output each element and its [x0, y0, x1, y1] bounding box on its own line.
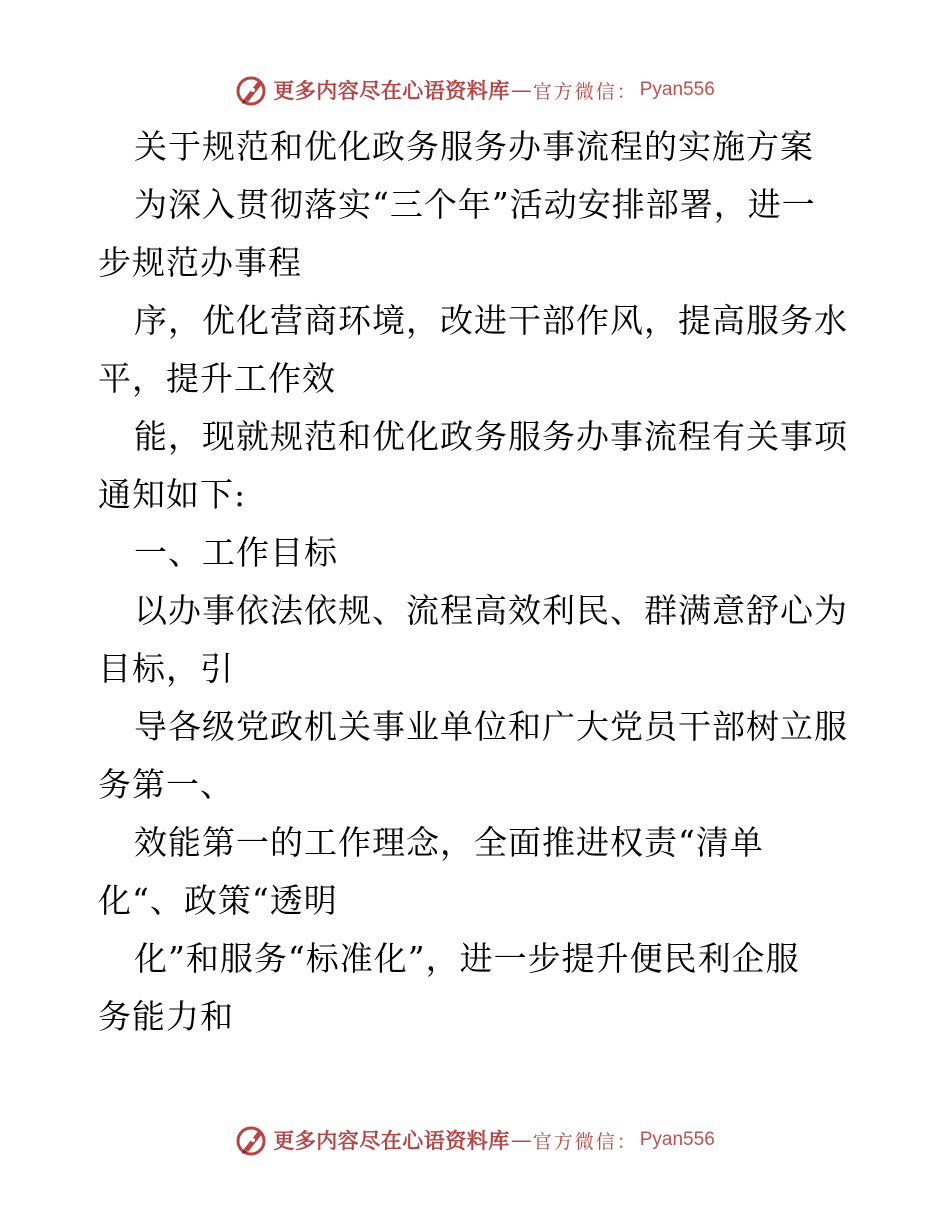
paragraph-line: 序，优化营商环境，改进干部作风，提高服务水	[134, 301, 848, 340]
footer-wechat-id: Pyan556	[639, 1129, 715, 1150]
pen-logo-icon	[235, 1123, 269, 1157]
header-banner	[0, 70, 950, 110]
header-official-label: 官方微信：	[532, 80, 638, 103]
paragraph-line: 化“、政策“透明	[98, 881, 338, 920]
section-heading: 一、工作目标	[134, 533, 338, 572]
paragraph-line: 导各级党政机关事业单位和广大党员干部树立服	[134, 707, 848, 746]
paragraph-line: 务能力和	[98, 997, 234, 1036]
footer-official-label: 官方微信：	[532, 1130, 638, 1153]
header-wechat-id: Pyan556	[639, 79, 715, 100]
header-brand-text: 更多内容尽在心语资料库	[273, 78, 510, 103]
header-separator: —	[510, 78, 532, 102]
document-body	[98, 118, 858, 1046]
footer-brand-text: 更多内容尽在心语资料库	[273, 1128, 510, 1153]
paragraph-line: 平，提升工作效	[98, 359, 336, 398]
paragraph-line: 以办事依法依规、流程高效利民、群满意舒心为	[134, 591, 848, 630]
pen-logo-icon	[235, 73, 269, 107]
paragraph-line: 目标，引	[98, 649, 234, 688]
footer-banner	[0, 1120, 950, 1160]
document-title: 关于规范和优化政务服务办事流程的实施方案	[134, 127, 814, 166]
paragraph-line: 步规范办事程	[98, 243, 302, 282]
paragraph-line: 能，现就规范和优化政务服务办事流程有关事项	[134, 417, 848, 456]
paragraph-line: 为深入贯彻落实“三个年”活动安排部署，进一	[134, 185, 816, 224]
paragraph-line: 通知如下:	[98, 475, 247, 514]
paragraph-line: 效能第一的工作理念，全面推进权责“清单	[134, 823, 764, 862]
footer-separator: —	[510, 1128, 532, 1152]
paragraph-line: 化”和服务“标准化”，进一步提升便民利企服	[134, 939, 800, 978]
paragraph-line: 务第一、	[98, 765, 234, 804]
